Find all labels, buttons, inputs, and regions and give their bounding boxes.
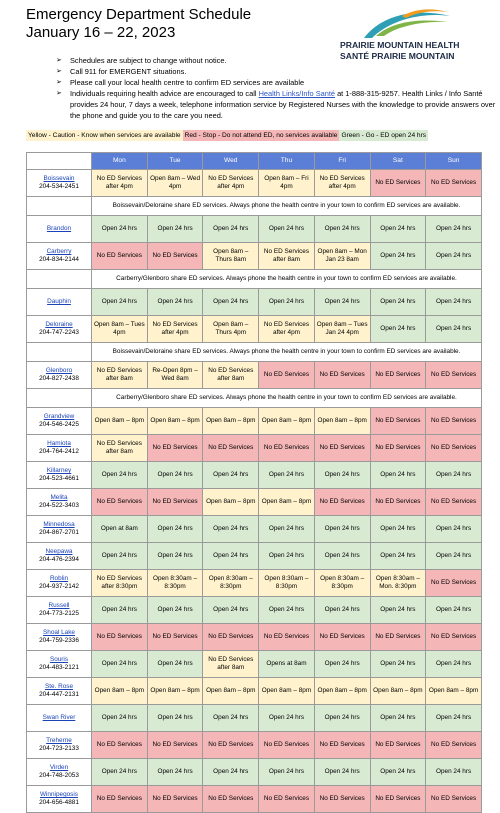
status-cell: No ED Services — [203, 435, 259, 462]
status-cell: Open 24 hrs — [147, 543, 203, 570]
status-cell: No ED Services — [370, 435, 426, 462]
site-cell — [27, 543, 92, 570]
notice-item: ➢ Schedules are subject to change without notice. — [56, 56, 227, 65]
site-name-link[interactable]: Hamiota — [47, 440, 71, 448]
status-cell: Open 24 hrs — [426, 543, 482, 570]
status-cell: Open 8am – 8pm — [203, 678, 259, 705]
status-cell: Open 24 hrs — [259, 462, 315, 489]
notice-item: ➢ Individuals requiring health advice are encouraged to call Health Links/Info Santé at 1-888-315-9257. Health Links / Info Santé provides 24 hour, 7 days a week, telephone information service by Registered Nurses with the knowledge to provide answers over the phone and guide you to the care you need. — [56, 89, 496, 120]
site-name-link[interactable]: Swan River — [42, 714, 76, 722]
page-title — [26, 6, 251, 42]
status-cell: Open 24 hrs — [92, 462, 148, 489]
day-header-row — [27, 153, 482, 170]
status-cell: Open 8:30am – 8:30pm — [314, 570, 370, 597]
status-cell: Open 24 hrs — [203, 759, 259, 786]
status-cell: No ED Services after 8am — [203, 651, 259, 678]
site-row — [27, 170, 482, 197]
site-cell — [27, 462, 92, 489]
site-phone: 204-522-3403 — [39, 502, 79, 509]
site-cell — [27, 570, 92, 597]
status-cell: Open 24 hrs — [370, 516, 426, 543]
logo-swoosh-icon — [362, 6, 452, 40]
shared-services-note-row — [27, 197, 482, 216]
site-phone: 204-656-4881 — [39, 799, 79, 806]
site-phone: 204-748-2053 — [39, 772, 79, 779]
site-phone: 204-747-2243 — [39, 329, 79, 336]
status-cell: No ED Services — [147, 489, 203, 516]
status-cell: No ED Services — [426, 786, 482, 813]
site-cell — [27, 316, 92, 343]
site-phone: 204-447-2131 — [39, 691, 79, 698]
status-cell: Re-Open 8pm – Wed 8am — [147, 362, 203, 389]
site-row — [27, 651, 482, 678]
site-name-link[interactable]: Treherne — [46, 737, 72, 745]
status-cell: No ED Services after 8am — [92, 362, 148, 389]
status-cell: No ED Services — [92, 732, 148, 759]
status-cell: Opens at 8am — [259, 651, 315, 678]
status-cell: Open 24 hrs — [314, 759, 370, 786]
site-phone: 204-937-2142 — [39, 583, 79, 590]
site-row — [27, 243, 482, 270]
status-cell: No ED Services after 8:30pm — [92, 570, 148, 597]
day-header-thu: Thu — [259, 153, 315, 170]
status-cell: Open at 8am — [92, 516, 148, 543]
site-cell — [27, 516, 92, 543]
site-cell — [27, 289, 92, 316]
status-cell: No ED Services — [203, 624, 259, 651]
site-name-link[interactable]: Killarney — [46, 467, 72, 475]
legend-red: Red - Stop - Do not attend ED, no services available — [184, 132, 338, 139]
health-links-link[interactable]: Health Links/Info Santé — [258, 89, 336, 98]
site-phone: 204-723-2133 — [39, 745, 79, 752]
status-cell: No ED Services — [203, 786, 259, 813]
status-cell: Open 24 hrs — [147, 597, 203, 624]
status-cell: No ED Services after 4pm — [314, 170, 370, 197]
status-cell: Open 24 hrs — [426, 651, 482, 678]
status-cell: Open 24 hrs — [314, 289, 370, 316]
site-cell — [27, 786, 92, 813]
status-cell: No ED Services — [259, 732, 315, 759]
status-cell: Open 24 hrs — [203, 543, 259, 570]
status-cell: Open 8:30am – 8:30pm — [203, 570, 259, 597]
notice-item: ➢ Please call your local health centre to confirm ED services are available — [56, 78, 305, 87]
site-row — [27, 489, 482, 516]
status-cell: Open 24 hrs — [314, 543, 370, 570]
status-cell: No ED Services after 4pm — [259, 316, 315, 343]
status-cell: Open 8:30am – 8:30pm — [259, 570, 315, 597]
note-spacer-cell — [27, 343, 92, 362]
status-cell: No ED Services — [426, 408, 482, 435]
status-cell: Open 8am – 8pm — [426, 678, 482, 705]
site-row — [27, 316, 482, 343]
status-cell: Open 8am – 8pm — [314, 678, 370, 705]
day-header-sun: Sun — [426, 153, 482, 170]
status-cell: Open 24 hrs — [92, 543, 148, 570]
site-phone: 204-867-2701 — [39, 529, 79, 536]
corner-cell — [27, 153, 92, 170]
status-cell: Open 24 hrs — [147, 651, 203, 678]
status-cell: No ED Services — [147, 786, 203, 813]
status-cell: Open 8am – 8pm — [259, 489, 315, 516]
status-cell: No ED Services — [426, 170, 482, 197]
shared-services-note: Carberry/Glenboro share ED services. Always phone the health centre in your town to confirm ED services are available. — [92, 389, 482, 408]
site-phone: 204-764-2412 — [39, 448, 79, 455]
status-cell: Open 24 hrs — [314, 516, 370, 543]
status-cell: No ED Services — [147, 243, 203, 270]
status-cell: Open 24 hrs — [370, 243, 426, 270]
status-cell: Open 8am – 8pm — [147, 678, 203, 705]
status-cell: Open 24 hrs — [314, 597, 370, 624]
status-cell: Open 8am – Thurs 8am — [203, 243, 259, 270]
site-row — [27, 786, 482, 813]
shared-services-note-row — [27, 343, 482, 362]
site-row — [27, 408, 482, 435]
status-cell: Open 24 hrs — [426, 462, 482, 489]
status-cell: Open 24 hrs — [147, 516, 203, 543]
status-cell: Open 24 hrs — [259, 705, 315, 732]
status-cell: No ED Services after 8am — [92, 435, 148, 462]
status-cell: No ED Services — [92, 243, 148, 270]
site-name-link[interactable]: Dauphin — [47, 298, 71, 306]
status-cell: Open 24 hrs — [203, 289, 259, 316]
status-cell: Open 24 hrs — [147, 759, 203, 786]
status-cell: No ED Services — [147, 435, 203, 462]
site-phone: 204-476-2394 — [39, 556, 79, 563]
status-cell: Open 8am – 8pm — [370, 678, 426, 705]
site-cell — [27, 759, 92, 786]
day-header-mon: Mon — [92, 153, 148, 170]
site-cell — [27, 216, 92, 243]
site-cell — [27, 651, 92, 678]
status-cell: No ED Services — [370, 170, 426, 197]
status-cell: Open 8am – 8pm — [147, 408, 203, 435]
status-cell: No ED Services — [370, 732, 426, 759]
status-cell: No ED Services — [147, 624, 203, 651]
status-cell: Open 8:30am – Mon. 8:30pm — [370, 570, 426, 597]
status-cell: No ED Services — [92, 489, 148, 516]
status-cell: No ED Services — [92, 786, 148, 813]
note-spacer-cell — [27, 197, 92, 216]
site-name-link[interactable]: Virden — [49, 764, 69, 772]
status-cell: No ED Services — [314, 786, 370, 813]
site-row — [27, 216, 482, 243]
status-cell: Open 24 hrs — [147, 289, 203, 316]
site-name-link[interactable]: Melita — [50, 494, 68, 502]
status-cell: Open 24 hrs — [426, 516, 482, 543]
site-cell — [27, 705, 92, 732]
status-cell: No ED Services — [370, 624, 426, 651]
status-cell: Open 8am – 8pm — [314, 408, 370, 435]
status-cell: Open 24 hrs — [92, 597, 148, 624]
status-cell: Open 24 hrs — [370, 759, 426, 786]
status-cell: Open 8am – Wed 4pm — [147, 170, 203, 197]
status-cell: Open 8am – 8pm — [203, 489, 259, 516]
color-legend — [26, 130, 428, 141]
date-range: January 16 – 22, 2023 — [26, 24, 176, 41]
site-cell — [27, 624, 92, 651]
legend-yellow: Yellow - Caution - Know when services are available — [28, 132, 181, 139]
status-cell: Open 24 hrs — [259, 759, 315, 786]
logo-line-2: SANTÉ PRAIRIE MOUNTAIN — [340, 51, 455, 61]
status-cell: Open 24 hrs — [147, 705, 203, 732]
site-cell — [27, 362, 92, 389]
site-name-link[interactable]: Roblin — [49, 575, 69, 583]
day-header-fri: Fri — [314, 153, 370, 170]
status-cell: Open 8am – Tues Jan 24 4pm — [314, 316, 370, 343]
site-phone: 204-546-2425 — [39, 421, 79, 428]
status-cell: No ED Services after 4pm — [203, 170, 259, 197]
shared-services-note-row — [27, 389, 482, 408]
status-cell: No ED Services after 4pm — [92, 170, 148, 197]
status-cell: Open 8am – Tues 4pm — [92, 316, 148, 343]
notice-item: ➢ Call 911 for EMERGENT situations. — [56, 67, 187, 76]
status-cell: Open 24 hrs — [92, 289, 148, 316]
status-cell: No ED Services — [426, 362, 482, 389]
note-spacer-cell — [27, 270, 92, 289]
status-cell: Open 24 hrs — [203, 462, 259, 489]
status-cell: No ED Services — [259, 435, 315, 462]
status-cell: No ED Services after 4pm — [147, 316, 203, 343]
notice-list — [56, 55, 496, 121]
status-cell: No ED Services — [370, 408, 426, 435]
status-cell: Open 8am – Fri 4pm — [259, 170, 315, 197]
site-row — [27, 705, 482, 732]
status-cell: Open 24 hrs — [314, 462, 370, 489]
day-header-tue: Tue — [147, 153, 203, 170]
status-cell: Open 24 hrs — [370, 651, 426, 678]
site-cell — [27, 732, 92, 759]
site-cell — [27, 435, 92, 462]
schedule-table — [26, 152, 482, 813]
status-cell: Open 24 hrs — [203, 216, 259, 243]
site-cell — [27, 597, 92, 624]
shared-services-note-row — [27, 270, 482, 289]
site-phone: 204-759-2336 — [39, 637, 79, 644]
site-row — [27, 732, 482, 759]
status-cell: Open 24 hrs — [370, 289, 426, 316]
site-name-link[interactable]: Shoal Lake — [43, 629, 75, 637]
site-cell — [27, 243, 92, 270]
status-cell: Open 24 hrs — [426, 243, 482, 270]
status-cell: No ED Services — [426, 624, 482, 651]
site-row — [27, 289, 482, 316]
status-cell: No ED Services — [426, 435, 482, 462]
status-cell: Open 8:30am – 8:30pm — [147, 570, 203, 597]
status-cell: Open 24 hrs — [314, 651, 370, 678]
site-name-link[interactable]: Neepawa — [45, 548, 73, 556]
status-cell: Open 24 hrs — [92, 759, 148, 786]
status-cell: Open 24 hrs — [259, 597, 315, 624]
status-cell: Open 24 hrs — [426, 597, 482, 624]
site-name-link[interactable]: Deloraine — [45, 321, 73, 329]
title-text: Emergency Department Schedule — [26, 6, 252, 23]
logo-line-1: PRAIRIE MOUNTAIN HEALTH — [340, 40, 460, 50]
status-cell: Open 24 hrs — [370, 543, 426, 570]
status-cell: Open 8am – 8pm — [92, 408, 148, 435]
status-cell: No ED Services after 8am — [203, 362, 259, 389]
status-cell: Open 24 hrs — [259, 543, 315, 570]
status-cell: Open 8am – Thurs 4pm — [203, 316, 259, 343]
status-cell: No ED Services — [314, 489, 370, 516]
status-cell: No ED Services — [203, 732, 259, 759]
status-cell: Open 8am – Mon Jan 23 8am — [314, 243, 370, 270]
status-cell: No ED Services — [92, 624, 148, 651]
site-row — [27, 462, 482, 489]
status-cell: Open 24 hrs — [203, 516, 259, 543]
status-cell: Open 24 hrs — [259, 516, 315, 543]
site-cell — [27, 170, 92, 197]
shared-services-note: Boissevain/Deloraine share ED services. Always phone the health centre in your town to confirm ED services are available. — [92, 197, 482, 216]
shared-services-note: Carberry/Glenboro share ED services. Always phone the health centre in your town to confirm ED services are available. — [92, 270, 482, 289]
site-name-link[interactable]: Souris — [49, 656, 69, 664]
status-cell: No ED Services — [259, 786, 315, 813]
status-cell: No ED Services — [370, 362, 426, 389]
status-cell: Open 24 hrs — [203, 597, 259, 624]
status-cell: Open 24 hrs — [147, 216, 203, 243]
arrow-bullet-icon: ➢ — [56, 57, 62, 64]
status-cell: No ED Services — [314, 435, 370, 462]
status-cell: Open 24 hrs — [370, 597, 426, 624]
status-cell: No ED Services — [426, 570, 482, 597]
site-row — [27, 362, 482, 389]
legend-green: Green - Go - ED open 24 hrs — [341, 132, 427, 139]
shared-services-note: Boissevain/Deloraine share ED services. Always phone the health centre in your town to confirm ED services are available. — [92, 343, 482, 362]
site-name-link[interactable]: Carberry — [46, 248, 72, 256]
status-cell: Open 24 hrs — [370, 462, 426, 489]
status-cell: No ED Services — [370, 489, 426, 516]
arrow-bullet-icon: ➢ — [56, 68, 62, 75]
status-cell: Open 8am – 8pm — [259, 408, 315, 435]
site-phone: 204-523-4661 — [39, 475, 79, 482]
site-phone: 204-773-2125 — [39, 610, 79, 617]
status-cell: Open 24 hrs — [426, 759, 482, 786]
status-cell: Open 24 hrs — [370, 216, 426, 243]
site-phone: 204-483-2121 — [39, 664, 79, 671]
status-cell: Open 8am – 8pm — [259, 678, 315, 705]
status-cell: Open 24 hrs — [203, 705, 259, 732]
status-cell: No ED Services — [314, 624, 370, 651]
status-cell: Open 24 hrs — [314, 705, 370, 732]
status-cell: Open 24 hrs — [426, 316, 482, 343]
status-cell: Open 8am – 8pm — [92, 678, 148, 705]
status-cell: No ED Services — [259, 362, 315, 389]
site-name-link[interactable]: Glenboro — [45, 367, 73, 375]
site-row — [27, 624, 482, 651]
site-name-link[interactable]: Grandview — [43, 413, 75, 421]
status-cell: Open 24 hrs — [370, 705, 426, 732]
site-row — [27, 759, 482, 786]
day-header-wed: Wed — [203, 153, 259, 170]
status-cell: Open 24 hrs — [259, 216, 315, 243]
site-cell — [27, 489, 92, 516]
arrow-bullet-icon: ➢ — [56, 90, 62, 97]
status-cell: Open 24 hrs — [92, 705, 148, 732]
status-cell: Open 24 hrs — [92, 651, 148, 678]
status-cell: No ED Services — [426, 489, 482, 516]
status-cell: Open 24 hrs — [426, 705, 482, 732]
status-cell: Open 24 hrs — [426, 216, 482, 243]
site-row — [27, 516, 482, 543]
site-row — [27, 543, 482, 570]
status-cell: No ED Services — [314, 362, 370, 389]
site-cell — [27, 678, 92, 705]
status-cell: Open 24 hrs — [370, 316, 426, 343]
status-cell: Open 24 hrs — [314, 216, 370, 243]
status-cell: No ED Services — [314, 732, 370, 759]
site-row — [27, 435, 482, 462]
day-header-sat: Sat — [370, 153, 426, 170]
site-name-link[interactable]: Winnipegosis — [39, 791, 78, 799]
status-cell: Open 8am – 8pm — [203, 408, 259, 435]
status-cell: No ED Services — [370, 786, 426, 813]
status-cell: No ED Services — [147, 732, 203, 759]
site-name-link[interactable]: Brandon — [46, 225, 72, 233]
site-name-link[interactable]: Ste. Rose — [44, 683, 74, 691]
site-row — [27, 570, 482, 597]
site-phone: 204-834-2144 — [39, 256, 79, 263]
note-spacer-cell — [27, 389, 92, 408]
site-cell — [27, 408, 92, 435]
site-phone: 204-827-2438 — [39, 375, 79, 382]
status-cell: No ED Services — [426, 732, 482, 759]
status-cell: Open 24 hrs — [92, 216, 148, 243]
site-name-link[interactable]: Boissevain — [43, 175, 75, 183]
status-cell: Open 24 hrs — [259, 289, 315, 316]
status-cell: Open 24 hrs — [426, 289, 482, 316]
site-name-link[interactable]: Russell — [48, 602, 70, 610]
schedule-body — [27, 170, 482, 813]
site-name-link[interactable]: Minnedosa — [43, 521, 75, 529]
status-cell: No ED Services after 8am — [259, 243, 315, 270]
site-row — [27, 678, 482, 705]
arrow-bullet-icon: ➢ — [56, 79, 62, 86]
site-row — [27, 597, 482, 624]
site-phone: 204-534-2451 — [39, 183, 79, 190]
status-cell: No ED Services — [259, 624, 315, 651]
status-cell: Open 24 hrs — [147, 462, 203, 489]
